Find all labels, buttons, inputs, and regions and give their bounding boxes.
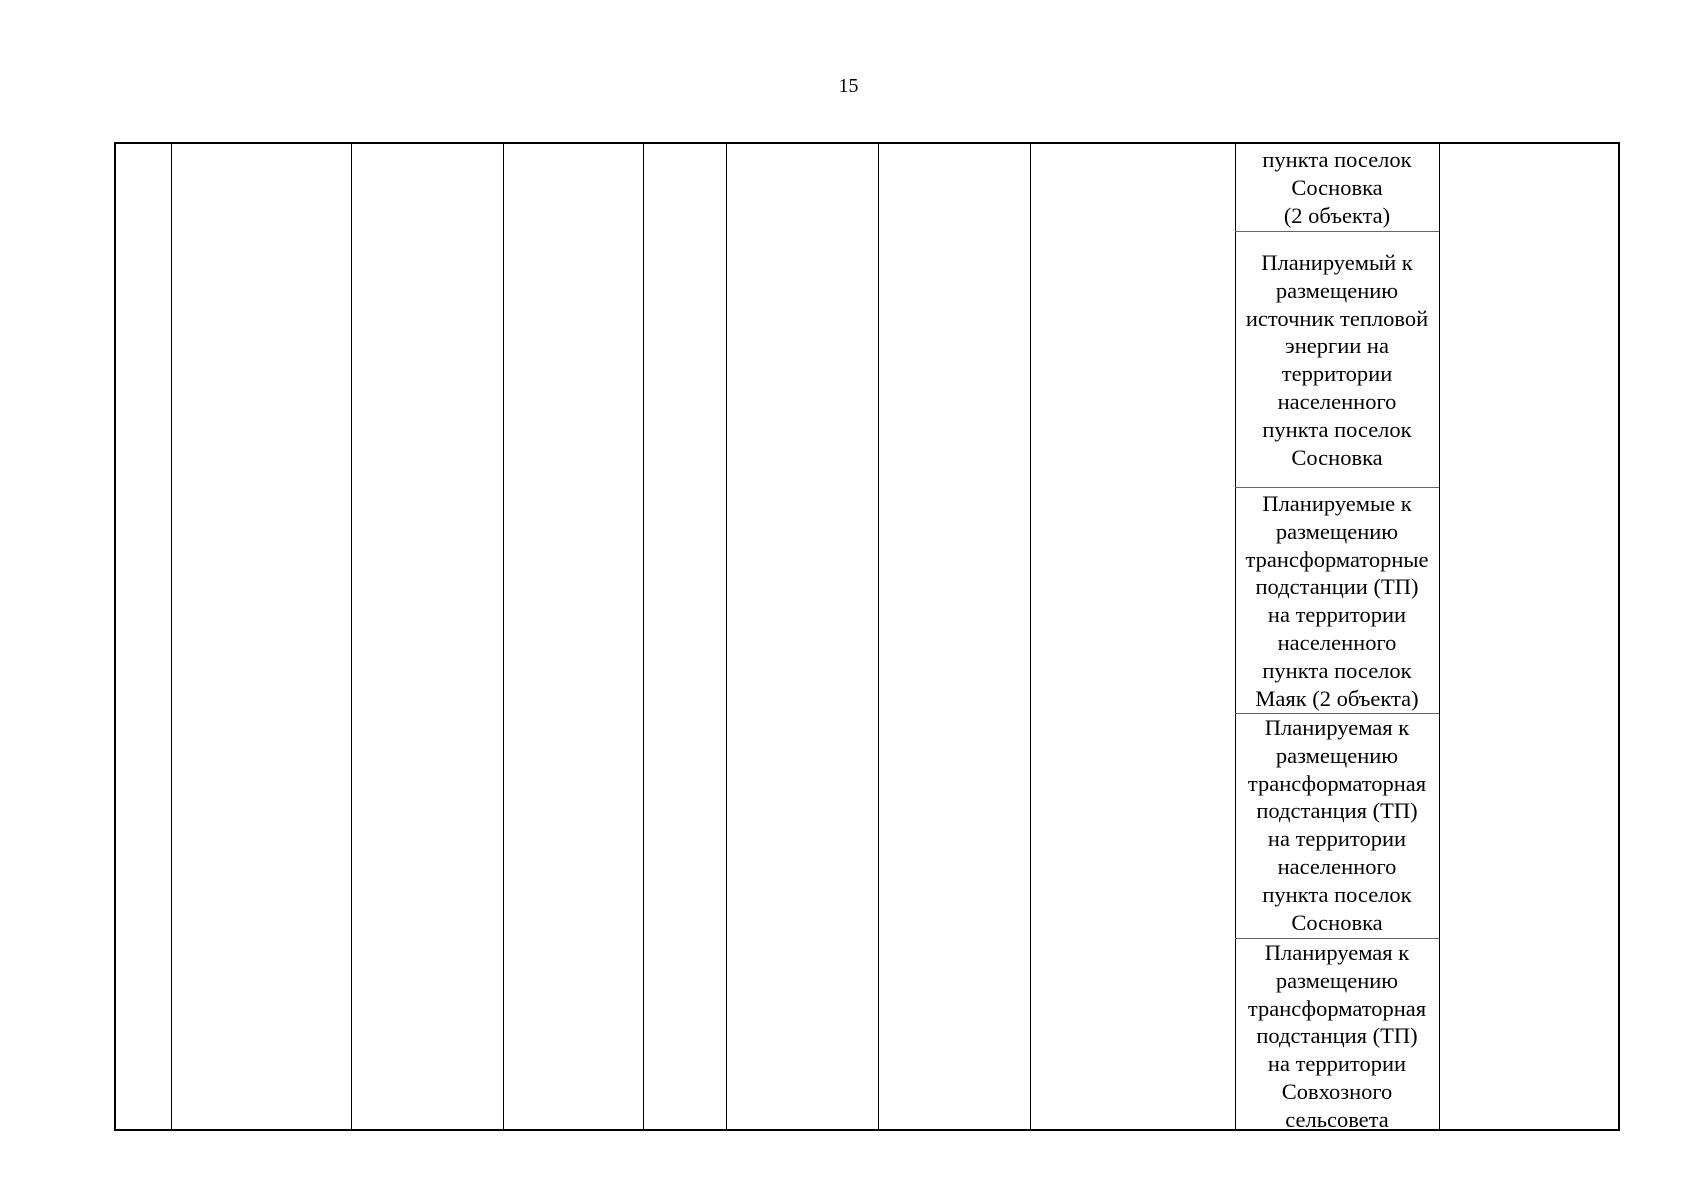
cell-line: населенного (1277, 853, 1397, 879)
table-cell (1235, 939, 1439, 1132)
data-table (114, 142, 1620, 1131)
column-divider-2 (351, 144, 352, 1129)
cell-line: трансформаторные (1245, 546, 1429, 572)
cell-line: пункта поселок (1262, 881, 1412, 907)
cell-line: (2 объекта) (1283, 202, 1391, 228)
cell-line: Сосновка (1291, 174, 1383, 200)
cell-line: Планируемые к (1262, 491, 1412, 516)
table-cell (1235, 232, 1439, 488)
cell-line: трансформаторная (1247, 770, 1427, 796)
cell-line: пункта поселок (1262, 416, 1412, 442)
cell-line: Планируемая к (1264, 715, 1410, 740)
column-divider-7 (1030, 144, 1031, 1129)
cell-line: трансформаторная (1247, 995, 1427, 1021)
column-divider-9 (1439, 144, 1440, 1129)
column-divider-6 (878, 144, 879, 1129)
cell-line: Планируемая к (1264, 940, 1410, 965)
object-description-column (1235, 144, 1439, 1132)
cell-line: подстанции (ТП) (1255, 574, 1419, 600)
column-divider-3 (503, 144, 504, 1129)
cell-line: размещению (1275, 742, 1399, 768)
table-cell (1235, 488, 1439, 714)
cell-line: населенного (1277, 629, 1397, 655)
column-divider-4 (643, 144, 644, 1129)
cell-line: на территории (1267, 1051, 1407, 1077)
cell-line: Сосновка (1291, 444, 1383, 470)
page-number: 15 (838, 75, 859, 97)
cell-line: населенного (1277, 388, 1397, 414)
cell-line: на территории (1267, 826, 1407, 852)
cell-line: пункта поселок (1262, 147, 1412, 172)
table-cell (1235, 714, 1439, 939)
cell-line: Планируемый к (1261, 250, 1413, 275)
column-divider-5 (726, 144, 727, 1129)
cell-line: размещению (1275, 967, 1399, 993)
cell-line: Совхозного (1281, 1078, 1393, 1104)
cell-line: Сосновка (1291, 909, 1383, 935)
cell-line: энергии на (1285, 333, 1389, 359)
table-cell (1235, 144, 1439, 232)
cell-line: подстанция (ТП) (1256, 1023, 1418, 1049)
cell-line: источник тепловой (1245, 305, 1429, 331)
column-divider-1 (171, 144, 172, 1129)
cell-line: Маяк (2 объекта) (1255, 685, 1419, 711)
cell-line: размещению (1275, 277, 1399, 303)
cell-line: сельсовета (1285, 1106, 1389, 1132)
cell-line: подстанция (ТП) (1256, 798, 1418, 824)
cell-line: размещению (1275, 518, 1399, 544)
cell-line: территории (1281, 361, 1393, 387)
cell-line: на территории (1267, 602, 1407, 628)
cell-line: пункта поселок (1262, 657, 1412, 683)
